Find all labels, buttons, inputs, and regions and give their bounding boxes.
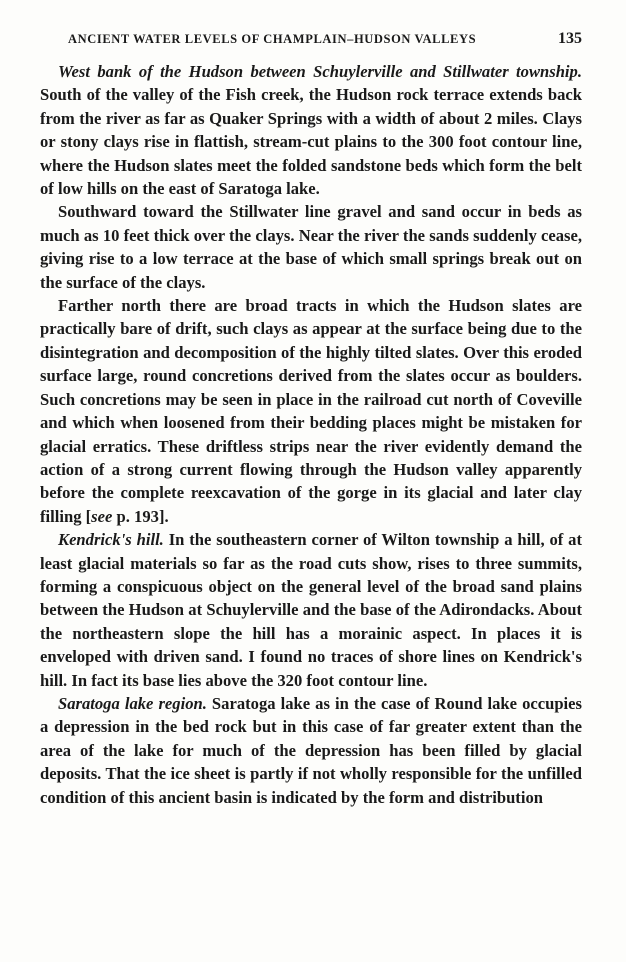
paragraph-kendricks-hill <box>40 528 582 692</box>
paragraph-text: Farther north there are broad tracts in which the Hudson slates are practically bare of drift, such clays as appear at the surface being due to the disintegration and decomposition of the highly tilted slates. Over this eroded surface large, round concretions derived from the slates occur as boulders. Such concretions may be seen in place in the railroad cut north of Coveville and which when loosened from their bedding places might be mistaken for glacial erratics. These driftless strips near the river evidently demand the action of a strong current flowing through the Hudson valley apparently before the complete reexcavation of the gorge in its glacial and later clay filling [ <box>40 296 582 526</box>
paragraph-lead: Saratoga lake region. <box>58 693 207 713</box>
running-title: ANCIENT WATER LEVELS OF CHAMPLAIN–HUDSON VALLEYS <box>68 32 477 46</box>
paragraph-saratoga-lake <box>40 692 582 809</box>
paragraph-farther-north <box>40 294 582 528</box>
paragraph-text: In the southeastern corner of Wilton township a hill, of at least glacial materials so far as the road cuts show, rises to three summits, forming a conspicuous object on the general level of the broad sand plains between the Hudson at Schuylerville and the base of the Adirondacks. About the northeastern slope the hill has a morainic aspect. In places it is enveloped with driven sand. I found no traces of shore lines on Kendrick's hill. In fact its base lies above the 320 foot contour line. <box>40 530 583 690</box>
running-head <box>68 30 582 48</box>
page-number: 135 <box>558 30 582 47</box>
paragraph-text: Southward toward the Stillwater line gravel and sand occur in beds as much as 10 feet thick over the clays. Near the river the sands suddenly cease, giving rise to a low terrace at the base of which small springs break out on the surface of the clays. <box>40 202 582 292</box>
reference-see: see <box>91 506 113 526</box>
paragraph-lead: West bank of the Hudson between Schuylerville and Stillwater township. <box>58 62 582 81</box>
paragraph-lead: Kendrick's hill. <box>58 530 164 550</box>
paragraph-text: Saratoga lake as in the case of Round lake occupies a depression in the bed rock but in this case of far greater extent than the area of the lake for much of the depression has been filled by glacial deposits. That the ice sheet is partly if not wholly responsible for the unfilled condition of this ancient basin is indicated by the form and distribution <box>40 693 582 807</box>
reference-tail: p. 193]. <box>112 506 169 526</box>
paragraph-southward <box>40 200 582 294</box>
paragraph-text: South of the valley of the Fish creek, the Hudson rock terrace extends back from the river as far as Quaker Springs with a width of about 2 miles. Clays or stony clays rise in flattish, stream-cut plains to the 300 foot contour line, where the Hudson slates meet the folded sandstone beds which form the belt of low hills on the east of Saratoga lake. <box>40 85 582 199</box>
paragraph-west-bank <box>40 60 582 200</box>
